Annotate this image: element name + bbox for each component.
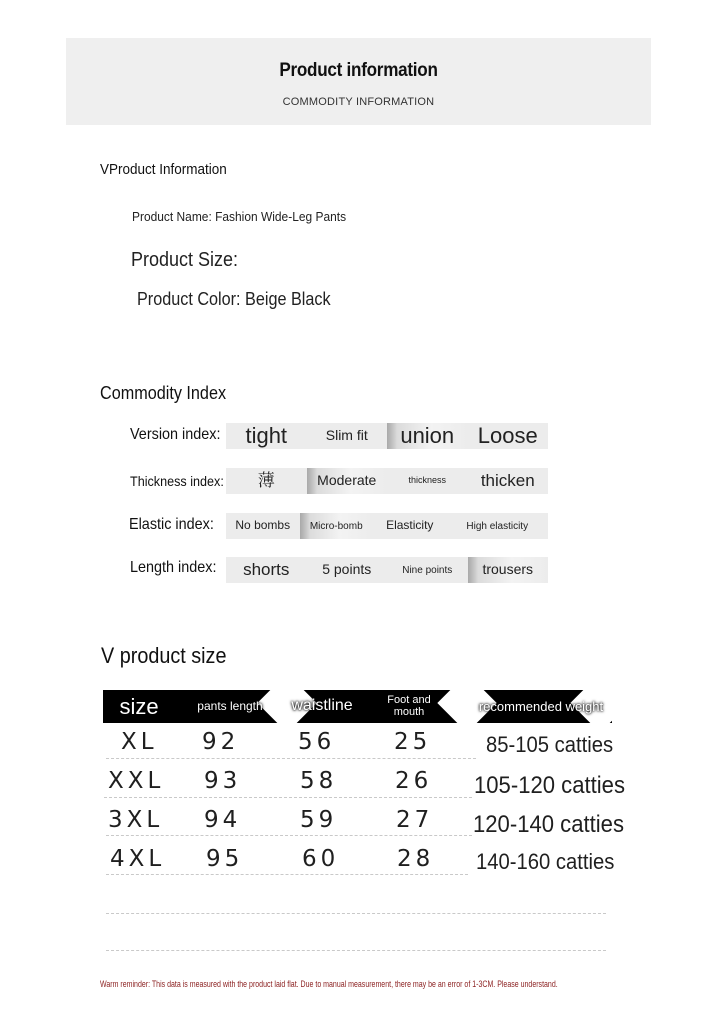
- index-option: tight: [245, 422, 288, 448]
- waistline-header: waistline: [291, 697, 353, 715]
- table-cell-length: 93: [204, 768, 242, 794]
- index-bar-version: [226, 423, 548, 449]
- table-cell-weight: 85-105 catties: [486, 732, 614, 757]
- table-cell-size: 3XL: [108, 807, 164, 833]
- table-cell-length: 95: [206, 846, 244, 872]
- index-option: High elasticity: [466, 520, 529, 532]
- index-option-selected: union: [387, 423, 468, 449]
- row-divider: [104, 797, 472, 798]
- index-label-length: Length index:: [130, 559, 217, 576]
- index-option: Slim fit: [325, 427, 368, 444]
- index-option: No bombs: [235, 518, 291, 533]
- row-divider: [106, 874, 468, 875]
- size-header: size: [119, 693, 159, 719]
- commodity-index-title: Commodity Index: [100, 383, 227, 403]
- index-option-selected: trousers: [468, 557, 549, 583]
- index-option: shorts: [243, 559, 290, 579]
- table-cell-foot: 26: [395, 768, 433, 794]
- recommended-weight-header: recommended weight: [478, 698, 604, 714]
- index-option: thicken: [480, 470, 535, 490]
- table-cell-waist: 60: [302, 846, 340, 872]
- index-label-version: Version index:: [130, 426, 221, 443]
- row-divider: [106, 758, 476, 759]
- pants-length-header: pants length: [197, 699, 263, 714]
- index-option: 5 points: [322, 561, 372, 578]
- table-cell-length: 94: [204, 807, 242, 833]
- table-cell-waist: 58: [300, 768, 338, 794]
- index-bar-thickness: [226, 468, 548, 494]
- index-option: 薄: [257, 470, 275, 490]
- row-divider: [106, 835, 472, 836]
- index-option: Loose: [477, 422, 538, 448]
- product-info-title: VProduct Information: [100, 161, 227, 178]
- table-cell-size: XL: [121, 729, 158, 755]
- product-size: Product Size:: [131, 249, 239, 271]
- table-cell-weight: 140-160 catties: [476, 849, 615, 874]
- index-option: Elasticity: [386, 518, 434, 533]
- product-color: Product Color: Beige Black: [137, 289, 331, 309]
- index-label-thickness: Thickness index:: [130, 473, 224, 489]
- table-cell-weight: 105-120 catties: [474, 772, 625, 799]
- header-subtitle: COMMODITY INFORMATION: [282, 96, 435, 108]
- index-option-selected: Moderate: [307, 468, 388, 494]
- index-bar-elastic: [226, 513, 548, 539]
- header-banner: [66, 38, 651, 125]
- foot-mouth-header: Foot and mouth: [387, 693, 431, 718]
- product-name: Product Name: Fashion Wide-Leg Pants: [132, 209, 347, 224]
- product-size-title: V product size: [101, 643, 227, 668]
- index-option: Nine points: [402, 564, 453, 576]
- size-table-header: [103, 690, 612, 723]
- table-cell-waist: 56: [298, 729, 336, 755]
- table-cell-weight: 120-140 catties: [473, 811, 624, 838]
- table-cell-size: 4XL: [110, 846, 166, 872]
- index-label-elastic: Elastic index:: [129, 516, 214, 533]
- table-cell-size: XXL: [108, 768, 165, 794]
- index-option: thickness: [408, 475, 447, 486]
- table-cell-foot: 25: [394, 729, 432, 755]
- table-cell-length: 92: [202, 729, 240, 755]
- index-option-selected: Micro-bomb: [300, 513, 374, 539]
- table-cell-foot: 28: [397, 846, 435, 872]
- row-divider: [106, 913, 606, 914]
- table-cell-waist: 59: [300, 807, 338, 833]
- index-bar-length: [226, 557, 548, 583]
- row-divider: [106, 950, 606, 951]
- warm-reminder: Warm reminder: This data is measured with the product laid flat. Due to manual measurement, there may be an error of 1-3CM. Please understand.: [100, 979, 558, 989]
- table-cell-foot: 27: [396, 807, 434, 833]
- header-title: Product information: [279, 60, 438, 81]
